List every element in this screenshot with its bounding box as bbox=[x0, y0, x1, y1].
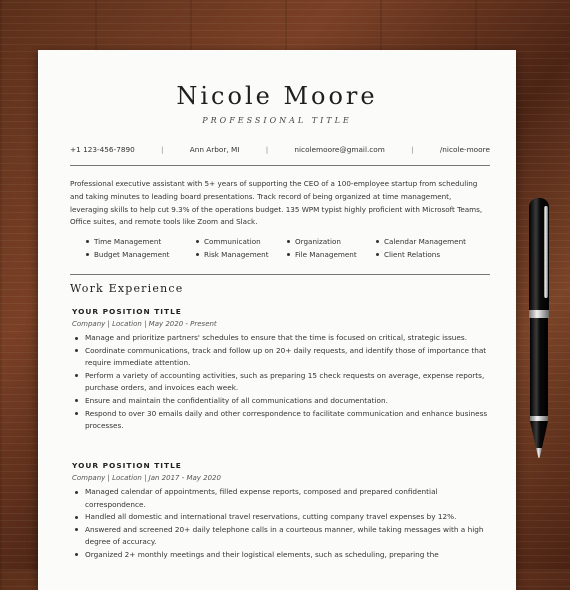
contact-separator: | bbox=[265, 144, 269, 154]
pen-icon bbox=[520, 190, 560, 462]
job-bullet: Manage and prioritize partners' schedules to ensure that the time is focused on critical, strategic issues. bbox=[72, 332, 492, 345]
job-bullet: Organized 2+ monthly meetings and their logistical elements, such as scheduling, preparing the bbox=[72, 549, 492, 562]
job-entry bbox=[72, 307, 492, 433]
job-bullet: Respond to over 30 emails daily and other correspondence to facilitate communication and enhance business processes. bbox=[72, 408, 492, 433]
contact-phone: +1 123-456-7890 bbox=[70, 144, 135, 154]
contact-email: nicolemoore@gmail.com bbox=[294, 144, 385, 154]
skill-item: Organization bbox=[287, 236, 376, 247]
job-bullets bbox=[72, 486, 492, 562]
job-title: YOUR POSITION TITLE bbox=[72, 461, 182, 470]
resume-professional-title: PROFESSIONAL TITLE bbox=[202, 116, 352, 125]
job-meta: Company | Location | May 2020 - Present bbox=[72, 320, 217, 328]
job-bullet: Perform a variety of accounting activities, such as preparing 15 check requests on average, expense reports, purchase orders, and invoices each week. bbox=[72, 370, 492, 395]
skill-item: Communication bbox=[196, 236, 287, 247]
skill-item: Calendar Management bbox=[376, 236, 486, 247]
skill-item: Risk Management bbox=[196, 249, 287, 260]
divider-line bbox=[70, 165, 490, 166]
resume-paper bbox=[38, 50, 516, 590]
job-bullet: Ensure and maintain the confidentiality of all communications and documentation. bbox=[72, 395, 492, 408]
skill-item: Client Relations bbox=[376, 249, 486, 260]
contact-link: /nicole-moore bbox=[439, 144, 490, 154]
job-bullet: Coordinate communications, track and follow up on 20+ daily requests, and identify those of importance that require immediate attention. bbox=[72, 345, 492, 370]
contact-location: Ann Arbor, MI bbox=[189, 144, 240, 154]
contact-separator: | bbox=[161, 144, 164, 154]
job-title: YOUR POSITION TITLE bbox=[72, 307, 182, 316]
contact-separator: | bbox=[411, 144, 414, 154]
section-title-work-experience: Work Experience bbox=[70, 282, 184, 295]
skill-item: Budget Management bbox=[86, 249, 196, 260]
divider-line bbox=[70, 274, 490, 275]
job-entry bbox=[72, 461, 492, 562]
skill-item: Time Management bbox=[86, 236, 196, 247]
job-bullets bbox=[72, 332, 492, 433]
resume-name: Nicole Moore bbox=[176, 82, 378, 110]
contact-bar bbox=[70, 143, 490, 155]
skills-list bbox=[86, 236, 486, 260]
job-bullet: Managed calendar of appointments, filled expense reports, composed and prepared confidential correspondence. bbox=[72, 486, 492, 511]
job-bullet: Handled all domestic and international travel reservations, cutting company travel expenses by 12%. bbox=[72, 511, 492, 524]
job-meta: Company | Location | Jan 2017 - May 2020 bbox=[72, 474, 221, 482]
skill-item: File Management bbox=[287, 249, 376, 260]
profile-summary: Professional executive assistant with 5+ years of supporting the CEO of a 100-employee startup from scheduling and taking minutes to leading board presentations. Track record of being organized at time management, leveraging skills to help cut 9.3% of the operations budget. 135 WPM typist highly proficient with Microsoft Teams, Office suites, and remote tools like Zoom and Slack. bbox=[70, 179, 483, 227]
job-bullet: Answered and screened 20+ daily telephone calls in a courteous manner, while taking messages with a high degree of accuracy. bbox=[72, 524, 492, 549]
